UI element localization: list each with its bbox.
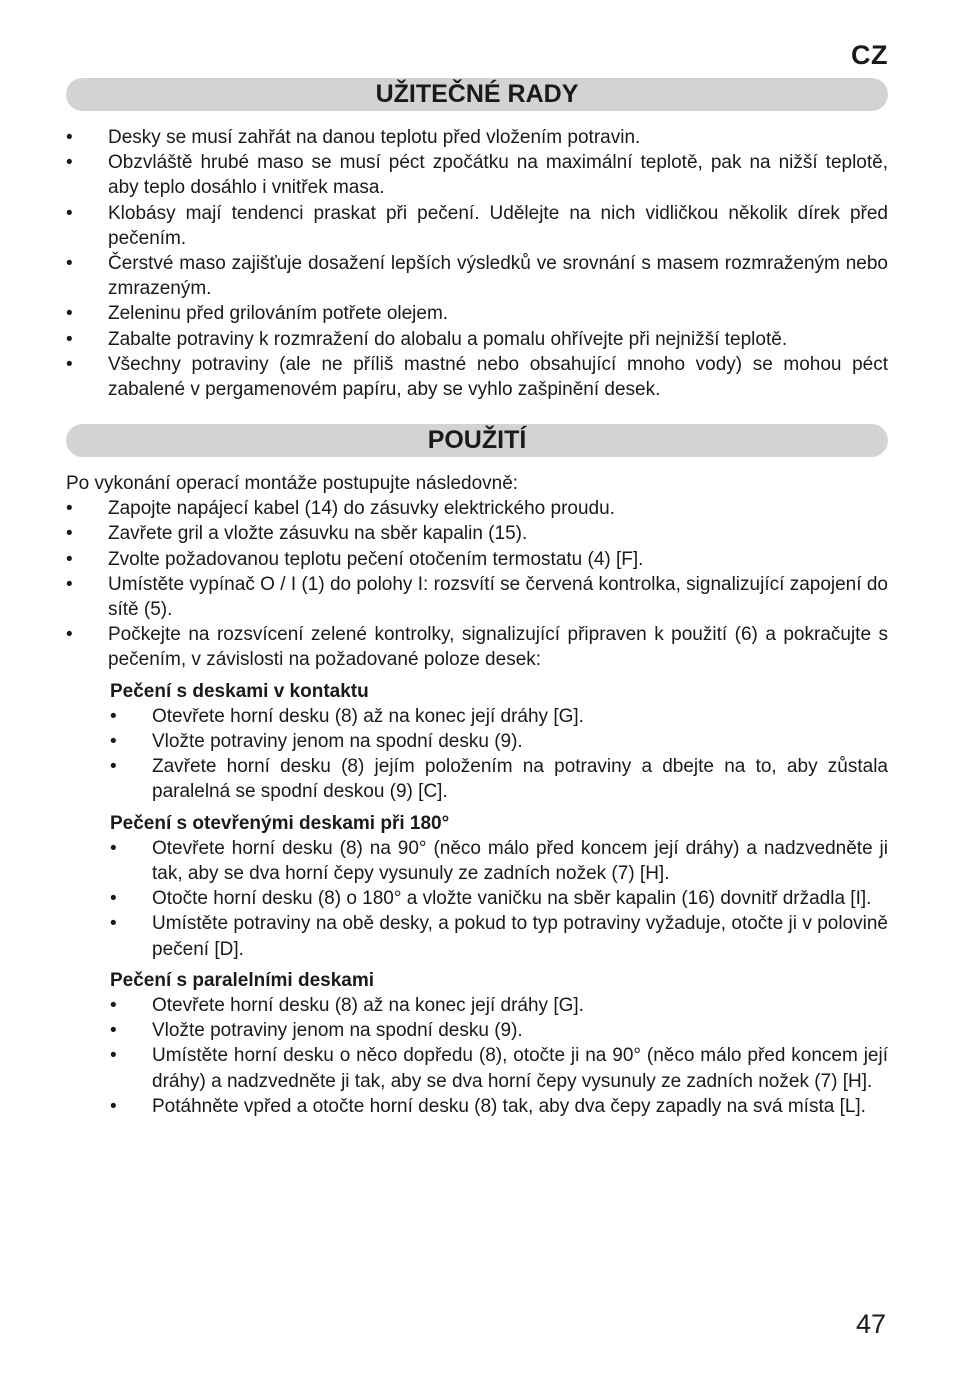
bullet-icon: •: [66, 253, 73, 275]
bullet-icon: •: [110, 837, 117, 859]
subsection-title: Pečení s otevřenými deskami při 180°: [110, 812, 450, 834]
bullet-icon: •: [66, 573, 73, 595]
bullet-icon: •: [110, 705, 117, 727]
list-item: • Zapojte napájecí kabel (14) do zásuvky elektrického proudu.: [66, 496, 888, 521]
bullet-icon: •: [110, 913, 117, 935]
bullet-icon: •: [66, 127, 73, 148]
subsection-title: Pečení s deskami v kontaktu: [110, 680, 369, 702]
list-item: • Zavřete gril a vložte zásuvku na sběr kapalin (15).: [66, 521, 888, 546]
tips-list: [66, 125, 888, 402]
list-item: • Umístěte horní desku o něco dopředu (8), otočte ji na 90° (něco málo před koncem její dráhy) a nadzvedněte ji tak, aby se dva horní čepy vysunuly ze zadních nožek (7) [H].: [110, 1045, 888, 1092]
list-item: • Čerstvé maso zajišťuje dosažení lepších výsledků ve srovnání s masem rozmraženým nebo zmrazeným.: [66, 253, 888, 300]
use-intro: Po vykonání operací montáže postupujte následovně:: [66, 473, 519, 494]
subsection-title: Pečení s paralelními deskami: [110, 969, 375, 991]
list-item: • Zeleninu před grilováním potřete olejem.: [66, 301, 888, 326]
language-code: CZ: [851, 40, 888, 70]
list-item: • Zabalte potraviny k rozmražení do alobalu a pomalu ohřívejte při nejnižší teplotě.: [66, 327, 888, 352]
list-item: • Klobásy mají tendenci praskat při pečení. Udělejte na nich vidličkou několik dírek před pečením.: [66, 202, 888, 249]
bullet-icon: •: [66, 624, 73, 646]
bullet-icon: •: [66, 202, 73, 224]
bullet-icon: •: [110, 888, 117, 910]
list-item: • Otevřete horní desku (8) až na konec její dráhy [G].: [110, 704, 888, 729]
bullet-icon: •: [66, 152, 73, 174]
bullet-icon: •: [110, 1020, 117, 1042]
bullet-icon: •: [66, 523, 73, 545]
bullet-icon: •: [66, 498, 73, 520]
use-section: [66, 471, 888, 1119]
subsection-contact-plates: [110, 679, 888, 805]
bullet-icon: •: [66, 548, 73, 570]
subsection-list: [110, 836, 888, 962]
page-number: 47: [855, 1309, 886, 1339]
bullet-icon: •: [110, 995, 117, 1017]
list-item: • Obzvláště hrubé maso se musí péct zpočátku na maximální teplotě, pak na nižší teplotě, aby teplo dosáhlo i vnitřek masa.: [66, 152, 888, 199]
list-item: • Umístěte potraviny na obě desky, a pokud to typ potraviny vyžaduje, otočte ji v polovině pečení [D].: [110, 913, 888, 960]
list-item: • Zvolte požadovanou teplotu pečení otočením termostatu (4) [F].: [66, 547, 888, 572]
tips-section: [66, 125, 888, 402]
list-item: • Otočte horní desku (8) o 180° a vložte vaničku na sběr kapalin (16) dovnitř držadla [I].: [110, 886, 888, 911]
bullet-icon: •: [66, 303, 73, 325]
subsection-list: [110, 704, 888, 805]
list-item: • Potáhněte vpřed a otočte horní desku (8) tak, aby dva čepy zapadly na svá místa [L].: [110, 1094, 888, 1119]
list-item: • Vložte potraviny jenom na spodní desku (9).: [110, 1018, 888, 1043]
subsection-open-plates: [110, 811, 888, 962]
bullet-icon: •: [110, 731, 117, 753]
use-list: [66, 496, 888, 672]
section-heading-use: POUŽITÍ: [66, 424, 888, 457]
list-item: • Umístěte vypínač O / I (1) do polohy I: rozsvítí se červená kontrolka, signalizující zapojení do sítě (5).: [66, 573, 888, 621]
list-item: • Vložte potraviny jenom na spodní desku (9).: [110, 729, 888, 754]
list-item: • Všechny potraviny (ale ne příliš mastné nebo obsahující mnoho vody) se mohou péct zabalené v pergamenovém papíru, aby se vyhlo zašpinění desek.: [66, 353, 888, 401]
bullet-icon: •: [66, 328, 73, 350]
list-item: • Otevřete horní desku (8) až na konec její dráhy [G].: [110, 993, 888, 1018]
list-item: • Desky se musí zahřát na danou teplotu před vložením potravin.: [66, 125, 888, 150]
bullet-icon: •: [110, 1095, 117, 1117]
bullet-icon: •: [110, 756, 117, 778]
bullet-icon: •: [110, 1045, 117, 1067]
section-heading-tips: UŽITEČNÉ RADY: [66, 78, 888, 111]
subsection-parallel-plates: [110, 968, 888, 1119]
list-item: • Počkejte na rozsvícení zelené kontrolky, signalizující připraven k použití (6) a pokračujte s pečením, v závislosti na požadované poloze desek:: [66, 624, 888, 671]
list-item: • Otevřete horní desku (8) na 90° (něco málo před koncem její dráhy) a nadzvedněte ji tak, aby se dva horní čepy vysunuly ze zadních nožek (7) [H].: [110, 837, 888, 885]
list-item: • Zavřete horní desku (8) jejím položením na potraviny a dbejte na to, aby zůstala paralelná se spodní deskou (9) [C].: [110, 756, 888, 803]
subsection-list: [110, 993, 888, 1119]
bullet-icon: •: [66, 353, 73, 375]
